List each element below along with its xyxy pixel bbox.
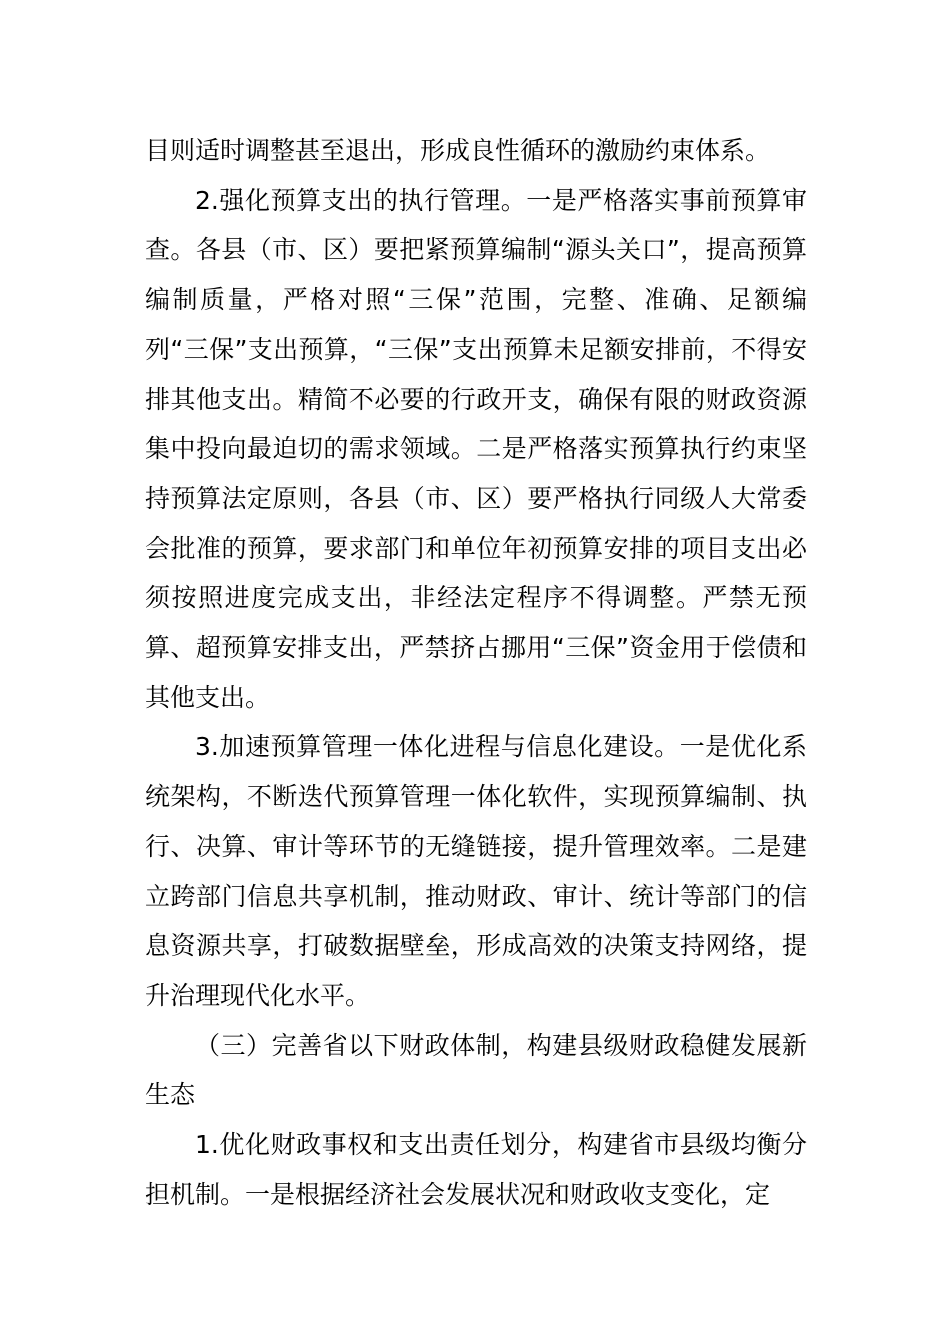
paragraph-budget-execution: 2.强化预算支出的执行管理。一是严格落实事前预算审查。各县（市、区）要把紧预算编制“源头关口”，提高预算编制质量，严格对照“三保”范围，完整、准确、足额编列“三保”支出预算，“三保”支出预算未足额安排前，不得安排其他支出。精简不必要的行政开支，确保有限的财政资源集中投向最迫切的需求领域。二是严格落实预算执行约束坚持预算法定原则，各县（市、区）要严格执行同级人大常委会批准的预算，要求部门和单位年初预算安排的项目支出必须按照进度完成支出，非经法定程序不得调整。严禁无预算、超预算安排支出，严禁挤占挪用“三保”资金用于偿债和其他支出。 — [145, 185, 807, 712]
document-body — [145, 126, 807, 1219]
paragraph-fiscal-responsibility: 1.优化财政事权和支出责任划分，构建省市县级均衡分担机制。一是根据经济社会发展状况和财政收支变化，定 — [145, 1130, 807, 1209]
paragraph-budget-integration: 3.加速预算管理一体化进程与信息化建设。一是优化系统架构，不断迭代预算管理一体化软件，实现预算编制、执行、决算、审计等环节的无缝链接，提升管理效率。二是建立跨部门信息共享机制，推动财政、审计、统计等部门的信息资源共享，打破数据壁垒，形成高效的决策支持网络，提升治理现代化水平。 — [145, 732, 807, 1010]
section-heading-fiscal-system: （三）完善省以下财政体制，构建县级财政稳健发展新生态 — [145, 1030, 807, 1110]
paragraph-continuation: 目则适时调整甚至退出，形成良性循环的激励约束体系。 — [145, 136, 771, 165]
